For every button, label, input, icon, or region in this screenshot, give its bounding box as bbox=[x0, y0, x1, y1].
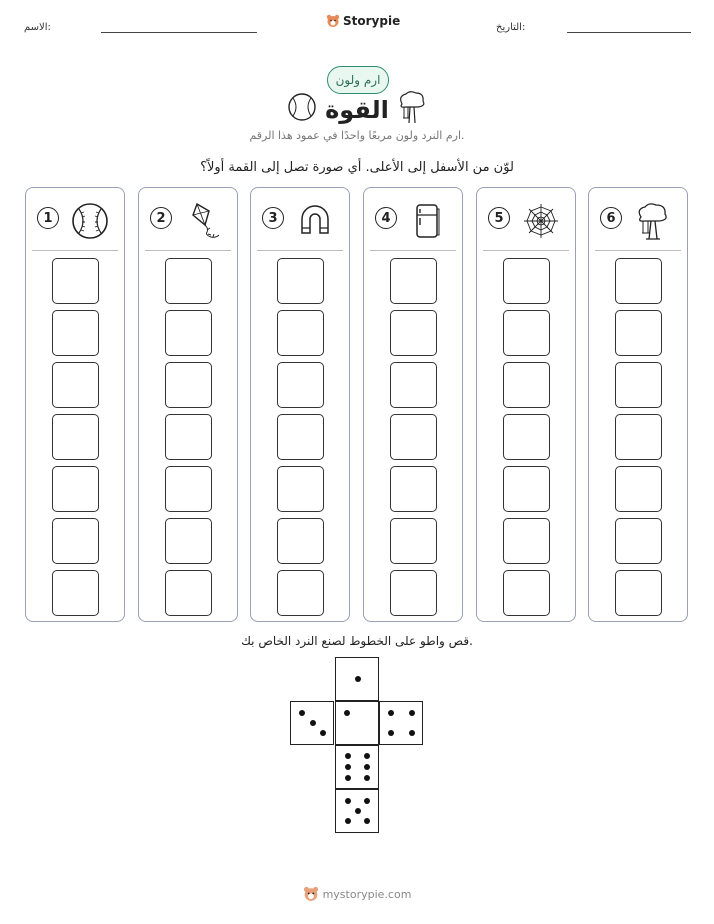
color-square[interactable] bbox=[165, 258, 212, 304]
color-square[interactable] bbox=[165, 518, 212, 564]
color-square[interactable] bbox=[503, 258, 550, 304]
tree-swing-icon bbox=[633, 201, 673, 241]
name-label: الاسم: bbox=[24, 22, 51, 33]
color-square[interactable] bbox=[503, 414, 550, 460]
date-label: التاريخ: bbox=[496, 22, 526, 33]
color-square[interactable] bbox=[52, 466, 99, 512]
color-square[interactable] bbox=[390, 570, 437, 616]
column-divider bbox=[257, 250, 343, 251]
column-number: 1 bbox=[37, 207, 59, 229]
color-square[interactable] bbox=[615, 362, 662, 408]
color-square[interactable] bbox=[503, 518, 550, 564]
color-square[interactable] bbox=[277, 362, 324, 408]
color-square[interactable] bbox=[165, 414, 212, 460]
die-face-center bbox=[335, 701, 379, 745]
page-title: القوة bbox=[325, 96, 389, 124]
color-square[interactable] bbox=[277, 570, 324, 616]
brand-name: Storypie bbox=[343, 14, 401, 28]
color-square[interactable] bbox=[503, 362, 550, 408]
die-face-top bbox=[335, 657, 379, 701]
column-number: 2 bbox=[150, 207, 172, 229]
color-square[interactable] bbox=[165, 310, 212, 356]
footer-url[interactable]: mystorypie.com bbox=[322, 887, 412, 901]
date-line bbox=[567, 32, 691, 33]
color-square[interactable] bbox=[277, 414, 324, 460]
column-divider bbox=[595, 250, 681, 251]
die-face-left bbox=[290, 701, 334, 745]
column-5 bbox=[476, 187, 576, 622]
color-square[interactable] bbox=[615, 518, 662, 564]
color-square[interactable] bbox=[52, 518, 99, 564]
bear-icon bbox=[303, 886, 319, 902]
color-square[interactable] bbox=[390, 414, 437, 460]
color-square[interactable] bbox=[165, 362, 212, 408]
color-square[interactable] bbox=[52, 414, 99, 460]
color-square[interactable] bbox=[390, 362, 437, 408]
column-number: 4 bbox=[375, 207, 397, 229]
color-square[interactable] bbox=[503, 466, 550, 512]
color-square[interactable] bbox=[503, 570, 550, 616]
color-square[interactable] bbox=[277, 466, 324, 512]
column-2 bbox=[138, 187, 238, 622]
color-square[interactable] bbox=[615, 414, 662, 460]
kite-icon bbox=[183, 201, 223, 241]
column-number: 3 bbox=[262, 207, 284, 229]
die-face-lower bbox=[335, 745, 379, 789]
cut-instruction: قص واطو على الخطوط لصنع النرد الخاص بك. bbox=[241, 634, 473, 648]
tree-swing-title-icon bbox=[396, 90, 428, 124]
color-square[interactable] bbox=[615, 466, 662, 512]
color-square[interactable] bbox=[165, 466, 212, 512]
color-square[interactable] bbox=[52, 570, 99, 616]
die-face-bottom bbox=[335, 789, 379, 833]
die-face-right bbox=[379, 701, 423, 745]
color-square[interactable] bbox=[277, 518, 324, 564]
color-square[interactable] bbox=[615, 258, 662, 304]
brand-logo bbox=[326, 14, 400, 28]
baseball-title-icon bbox=[287, 92, 317, 122]
color-square[interactable] bbox=[165, 570, 212, 616]
color-square[interactable] bbox=[390, 258, 437, 304]
color-square[interactable] bbox=[52, 310, 99, 356]
column-1 bbox=[25, 187, 125, 622]
column-number: 6 bbox=[600, 207, 622, 229]
column-divider bbox=[32, 250, 118, 251]
column-divider bbox=[145, 250, 231, 251]
column-divider bbox=[483, 250, 569, 251]
name-line bbox=[101, 32, 257, 33]
column-divider bbox=[370, 250, 456, 251]
instruction-text: لوّن من الأسفل إلى الأعلى. أي صورة تصل إلى القمة أولاً؟ bbox=[200, 160, 514, 175]
footer bbox=[0, 886, 714, 902]
color-square[interactable] bbox=[390, 466, 437, 512]
roll-and-color-badge: ارم ولون bbox=[327, 66, 389, 94]
color-square[interactable] bbox=[615, 570, 662, 616]
color-square[interactable] bbox=[277, 310, 324, 356]
color-square[interactable] bbox=[503, 310, 550, 356]
color-square[interactable] bbox=[52, 258, 99, 304]
column-4 bbox=[363, 187, 463, 622]
color-square[interactable] bbox=[615, 310, 662, 356]
color-square[interactable] bbox=[390, 518, 437, 564]
column-number: 5 bbox=[488, 207, 510, 229]
spiderweb-icon bbox=[521, 201, 561, 241]
magnet-icon bbox=[295, 201, 335, 241]
baseball-icon bbox=[70, 201, 110, 241]
bear-icon bbox=[326, 14, 340, 28]
page-subtitle: ارم النرد ولون مربعًا واحدًا في عمود هذا الرقم. bbox=[249, 129, 465, 142]
refrigerator-icon bbox=[408, 201, 448, 241]
color-square[interactable] bbox=[277, 258, 324, 304]
color-square[interactable] bbox=[52, 362, 99, 408]
color-square[interactable] bbox=[390, 310, 437, 356]
column-6 bbox=[588, 187, 688, 622]
column-3 bbox=[250, 187, 350, 622]
